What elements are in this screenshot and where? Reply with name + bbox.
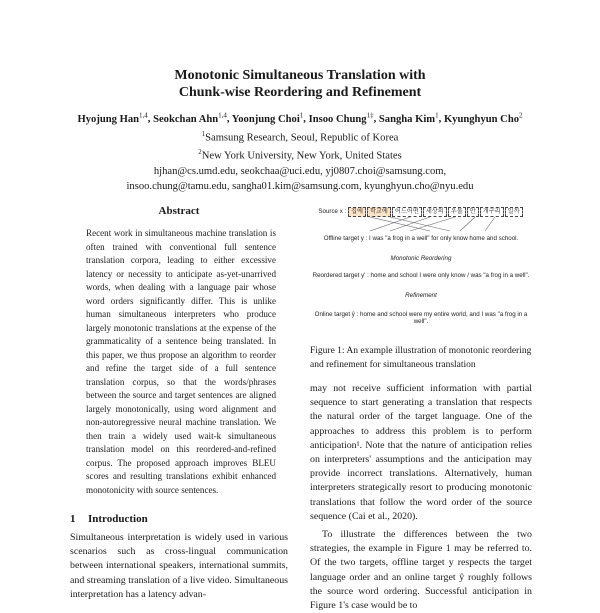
author-name: Yoonjung Choi$^1$ (231, 111, 304, 125)
source-chunk: 집에 (348, 207, 366, 217)
title-line-1: Monotonic Simultaneous Translation with (174, 68, 426, 83)
section-title-text: Introduction (88, 513, 148, 525)
title-line-2: Chunk-wise Reordering and Refinement (178, 85, 422, 100)
alignment-arrow (460, 217, 475, 231)
figure-reordered-target: Reordered target y' : home and school I were only know / was "a frog in a well". (312, 272, 530, 279)
right-paragraph-2: To illustrate the differences between the two strategies, the example in Figure 1 may be referred to. Of the two targets, offline target y respects the target language order and an online target ŷ roughly follows the source word ordering. Successful anticipation in Figure 1's case would be to (310, 529, 532, 612)
author-name: Hyojung Han$^{1,4}$ (77, 111, 148, 125)
affiliation-2: $^2$New York University, New York, United States (198, 148, 402, 162)
affiliation-1: $^1$Samsung Research, Seoul, Republic of Korea (201, 129, 399, 144)
section-heading-introduction (70, 513, 288, 525)
alignment-arrow (410, 217, 455, 231)
author-name: Insoo Chung$^{1\ddagger}$ (308, 111, 374, 125)
source-chunk: 안 (467, 207, 479, 217)
emails-line-1: hjhan@cs.umd.edu, seokchaa@uci.edu, yj0807.choi@samsung.com, (153, 166, 447, 178)
figure-source-label: Source x : (318, 208, 347, 215)
right-column (310, 205, 532, 613)
author-name: Sangha Kim$^1$ (378, 111, 439, 125)
author-block (20, 108, 580, 195)
figure-offline-target: Offline target y : I was "a frog in a well" for only know home and school. (323, 235, 519, 242)
section-number: 1 (70, 513, 76, 525)
abstract-text: Recent work in simultaneous machine translation is often trained with conventional full sentence translation corpora, leading to either excessive latency or necessity to anticipate as-yet-unarrived words, when dealing with a language pair whose word orders significantly differ. This is unlike human simultaneous interpreters who produce largely monotonic translations at the expense of the grammaticality of a sentence being translated. In this paper, we thus propose an algorithm to reorder and refine the target side of a full sentence translation corpus, so that the words/phrases between the source and target sentences are aligned largely monotonically, using word alignment and non-autoregressive neural machine translation. We then train a widely used wait-k simultaneous translation model on this reordered-and-refined corpus. The proposed approach improves BLEU scores and resulting translations exhibit enhanced monotonicity with source sentences. (86, 228, 276, 495)
source-chunk: 어느어떤 (392, 207, 422, 217)
figure-refinement-label: Refinement (405, 292, 437, 299)
alignment-arrow (370, 217, 410, 231)
figure-online-target: Online target ŷ : home and school were my entire world, and I was "a frog in a well". (314, 311, 528, 325)
source-chunk: 개구리 (480, 207, 504, 217)
alignment-arrow (485, 217, 495, 231)
right-paragraph-1: may not receive sufficient information with partial sequence to start generating a translation that respects the natural order of the target language. One of the approaches to address this problem is to perform anticipation¹. Note that the nature of anticipation relies on interpreters' assumptions and the anticipation may provide incorrect translations. Alternatively, human interpreters strategically resort to producing monotonic translations that follow the word order of the source sequence (Cai et al., 2020). (310, 383, 532, 522)
abstract-heading: Abstract (158, 205, 200, 217)
figure-1 (310, 205, 532, 345)
figure-reordering-label: Monotonic Reordering (390, 255, 452, 262)
emails-line-2: insoo.chung@tamu.edu, sangha01.kim@samsung.com, kyunghyun.cho@nyu.edu (126, 181, 474, 193)
author-name: Seokchan Ahn$^{1,4}$ (153, 111, 227, 125)
introduction-paragraph: Simultaneous interpretation is widely used in various scenarios such as cross-lingual communication between international speakers, international summits, and streaming translation of a live video. Simultaneous interpretation has a latency advan- (70, 532, 288, 600)
source-chunk: 학교에 (367, 207, 391, 217)
author-name: Kyunghyun Cho$^2$ (443, 111, 523, 125)
source-chunk: 일까 (505, 207, 523, 217)
source-chunk: 세상의 (423, 207, 447, 217)
author-names: Hyojung Han$^{1,4}$, Seokchan Ahn$^{1,4}$, Yoonjung Choi$^1$, Insoo Chung$^{1\ddagger}$, Sangha Kim$^1$, Kyunghyun Cho$^2$ (77, 111, 523, 125)
source-chunk: 우물 (448, 207, 466, 217)
paper-title (0, 67, 600, 101)
figure-caption: Figure 1: An example illustration of monotonic reordering and refinement for simultaneous translation (310, 346, 532, 370)
left-column (70, 205, 288, 602)
alignment-arrow (390, 217, 430, 231)
